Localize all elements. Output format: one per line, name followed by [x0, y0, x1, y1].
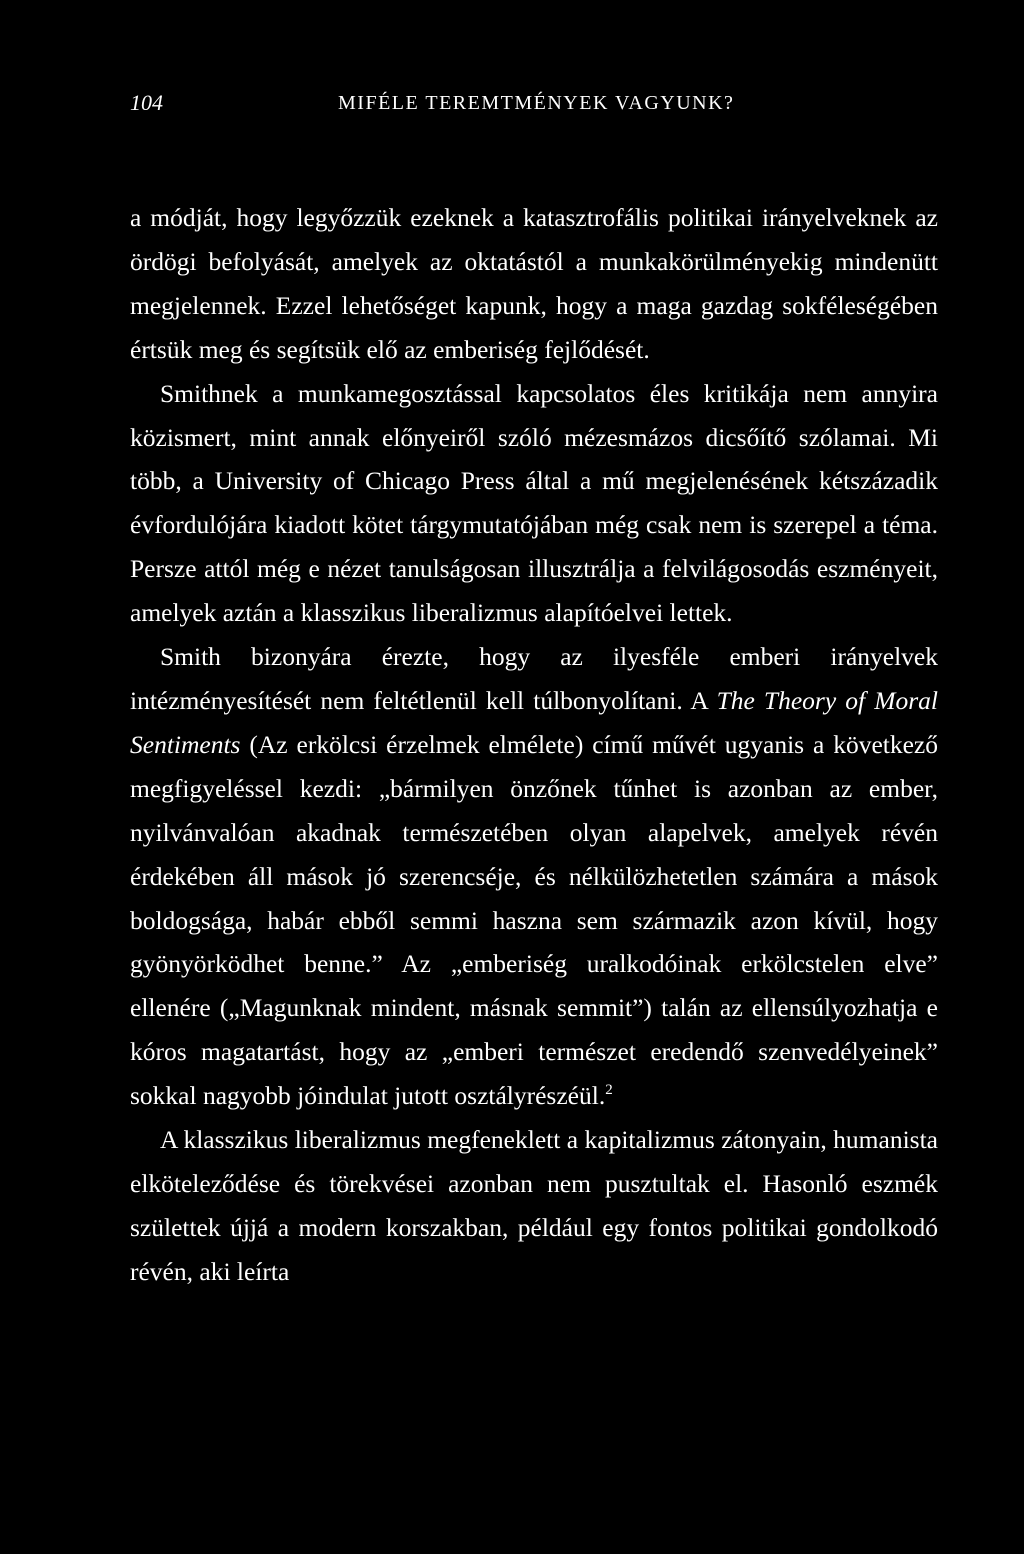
paragraph-1: a módját, hogy legyőzzük ezeknek a katasztrofális politikai irányelveknek az ördögi befolyását, amelyek az oktatástól a munkakörülményekig mindenütt megjelennek. Ezzel lehetőséget kapunk, hogy a maga gazdag sokféleségében értsük meg és segítsük elő az emberiség fejlődését.	[130, 203, 938, 364]
paragraph-2: Smithnek a munkamegosztással kapcsolatos éles kritikája nem annyira közismert, mint annak előnyeiről szóló mézesmázos dicsőítő szólamai. Mi több, a University of Chicago Press által a mű megjelenésének kétszázadik évfordulójára kiadott kötet tárgymutatójában még csak nem is szerepel a téma. Persze attól még e nézet tanulságosan illusztrálja a felvilágosodás eszményeit, amelyek aztán a klasszikus liberalizmus alapítóelvei lettek.	[130, 378, 938, 628]
paragraph-3-text-start: Smith bizonyára érezte, hogy az ilyesféle emberi irányelvek intézményesítését nem feltétlenül kell túlbonyolítani. A	[130, 642, 938, 715]
paragraph-3-text-end: (Az erkölcsi érzelmek elmélete) című művét ugyanis a következő megfigyeléssel kezdi: „bármilyen önzőnek tűnhet is azonban az ember, nyilvánvalóan akadnak természetében olyan alapelvek, amelyek révén érdekében áll mások jó szerencséje, és nélkülözhetetlen számára a mások boldogsága, habár ebből semmi haszna sem származik azon kívül, hogy gyönyörködhet benne.” Az „emberiség uralkodóinak erkölcstelen elve” ellenére („Magunknak mindent, másnak semmit”) talán az ellensúlyozhatja e kóros magatartást, hogy az „emberi természet eredendő szenvedélyeinek” sokkal nagyobb jóindulat jutott osztályrészéül.	[130, 729, 938, 1111]
running-head	[130, 86, 944, 120]
book-title-italic: The Theory of Moral Sentiments	[130, 685, 939, 759]
paragraph-3	[130, 635, 938, 1118]
footnote-marker: 2	[605, 1082, 613, 1099]
paragraph-4: A klasszikus liberalizmus megfeneklett a kapitalizmus zátonyain, humanista elköteleződése és törekvései azonban nem pusztultak el. Hasonló eszmék születtek újjá a modern korszakban, például egy fontos politikai gondolkodó révén, aki leírta	[130, 1125, 938, 1286]
body-text	[130, 196, 938, 1294]
running-title: MIFÉLE TEREMTMÉNYEK VAGYUNK?	[338, 92, 735, 114]
page-number: 104	[130, 90, 163, 115]
